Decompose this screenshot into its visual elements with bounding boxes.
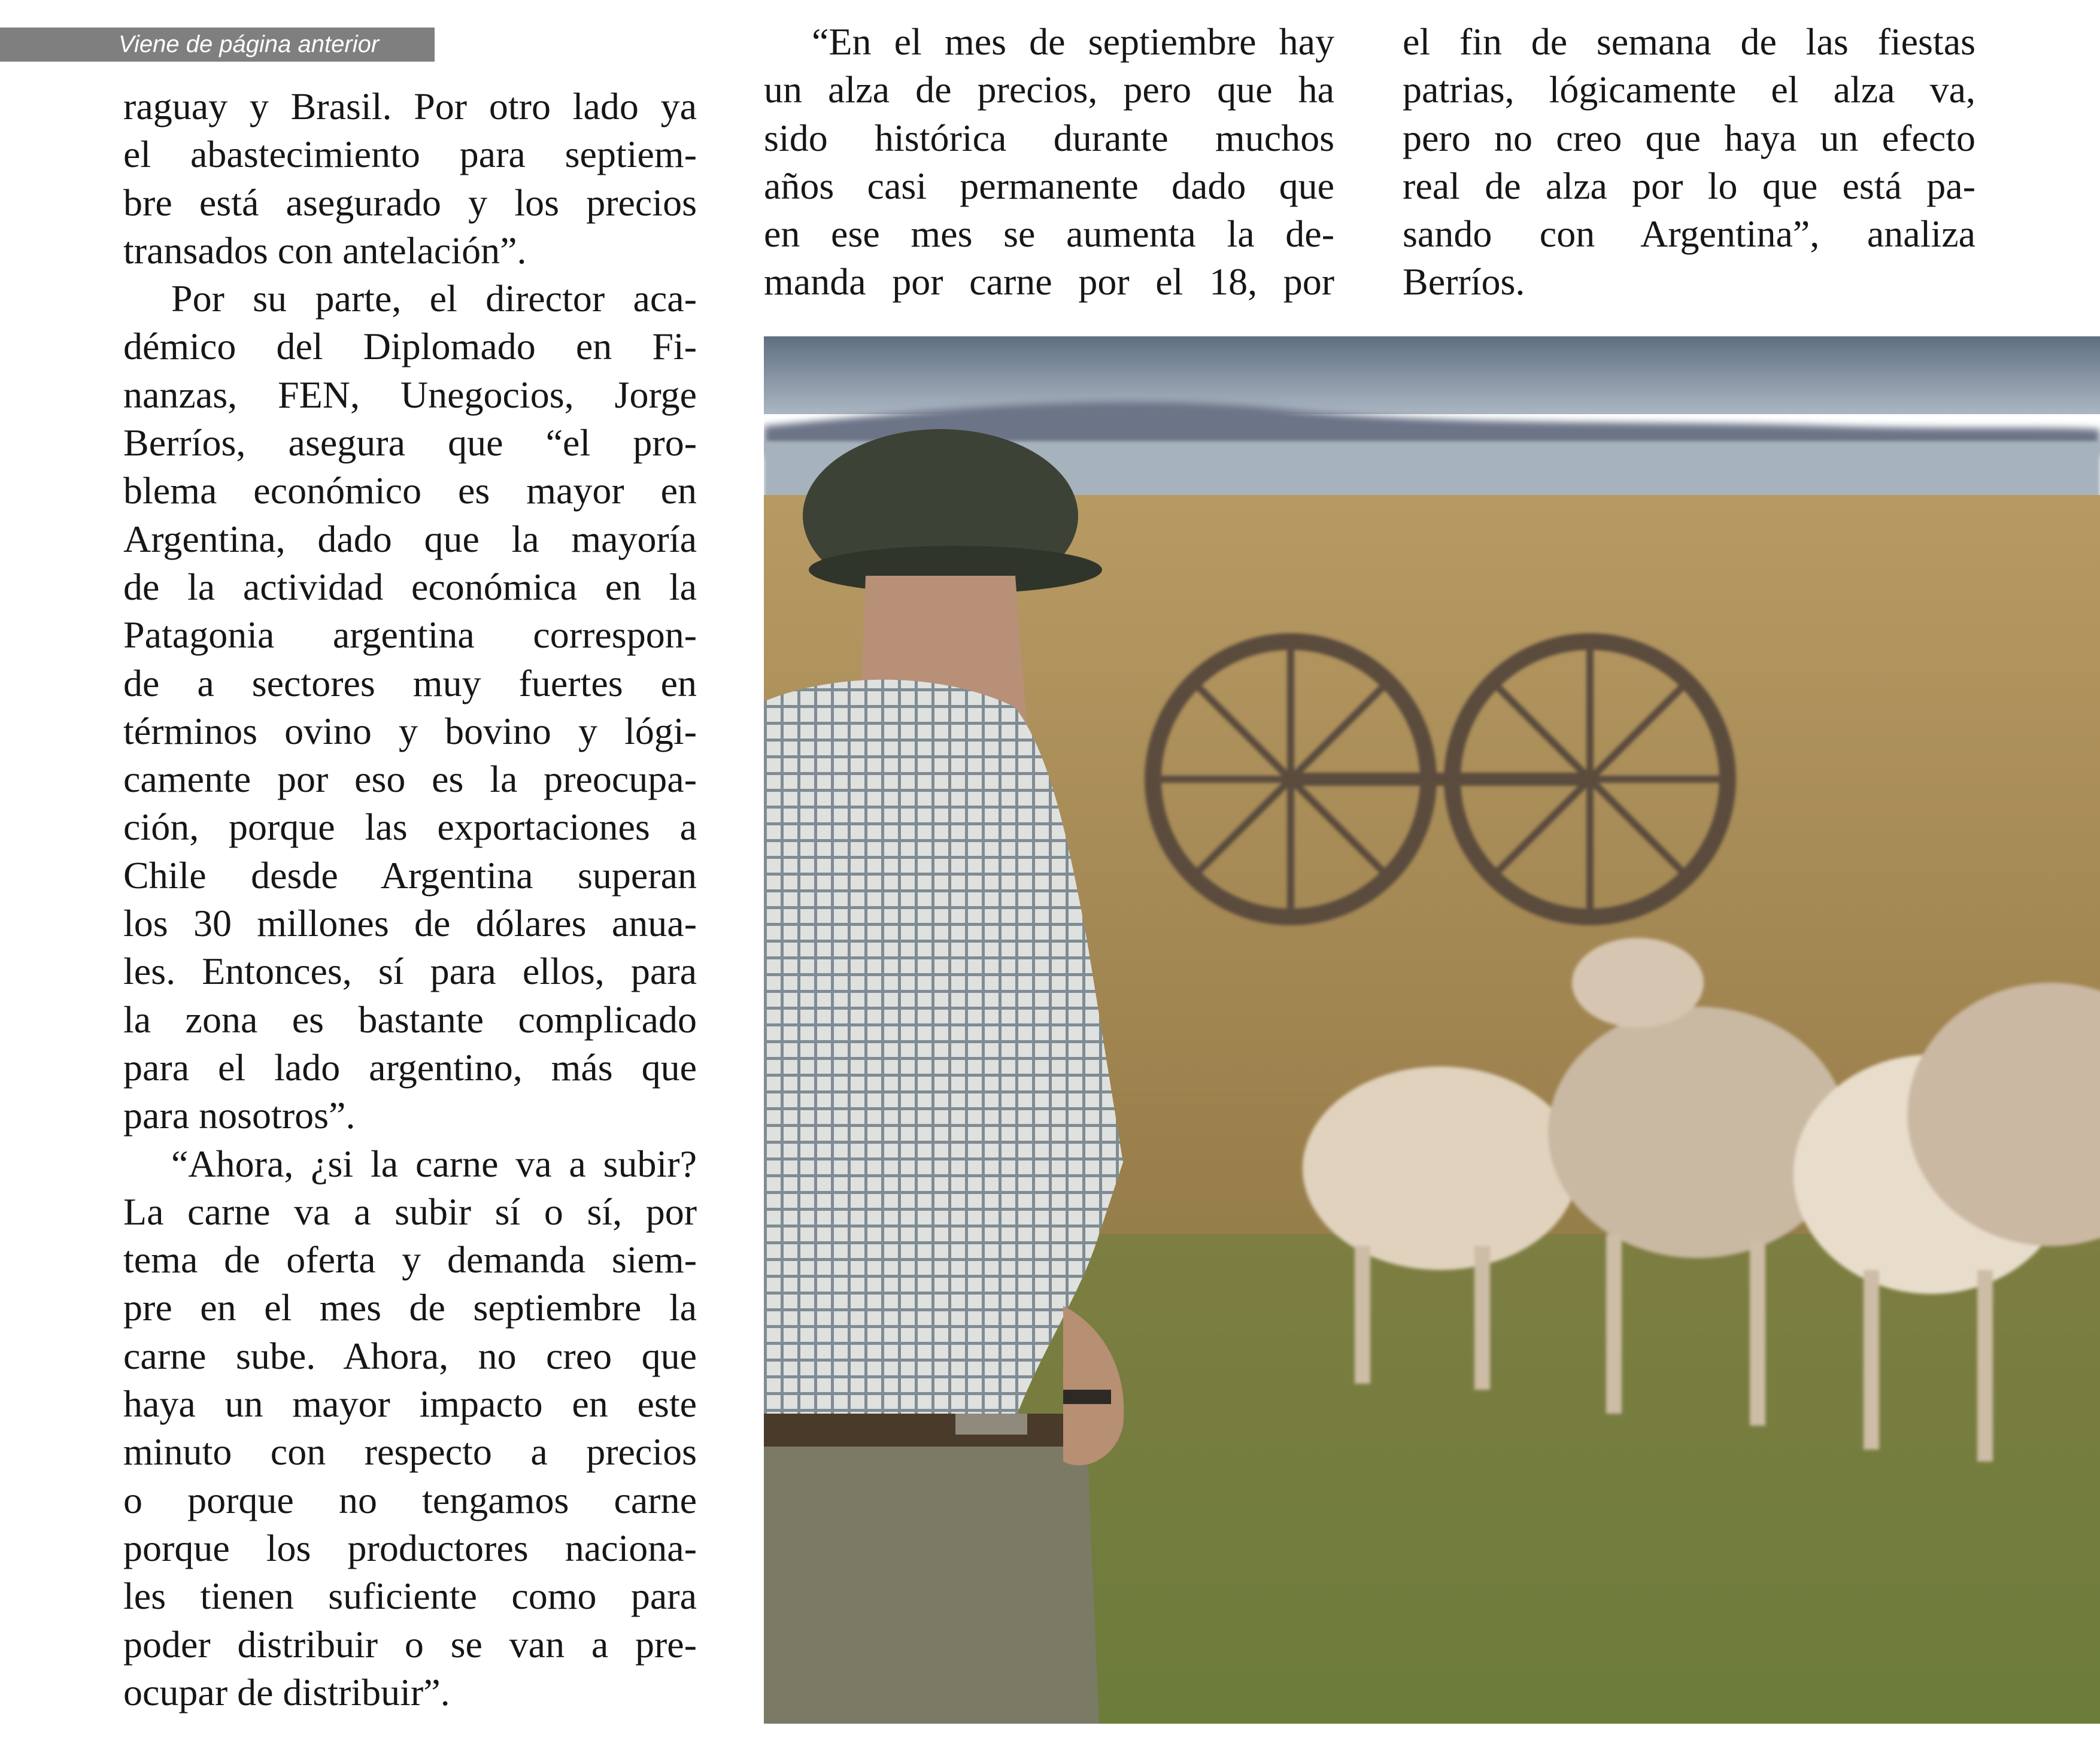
text-line: blema económico es mayor en <box>123 469 697 512</box>
article-column-2 <box>764 18 1334 306</box>
text-line: real de alza por lo que está pa- <box>1403 164 1975 207</box>
text-line: carne sube. Ahora, no creo que <box>123 1334 697 1377</box>
text-line: términos ovino y bovino y lógi- <box>123 709 697 752</box>
text-line: “Ahora, ¿si la carne va a subir? <box>171 1142 697 1185</box>
text-line: patrias, lógicamente el alza va, <box>1403 68 1975 111</box>
text-line: la zona es bastante complicado <box>123 998 697 1041</box>
article-column-3 <box>1403 18 1975 306</box>
text-line: tema de oferta y demanda siem- <box>123 1238 697 1281</box>
text-line: de la actividad económica en la <box>123 565 697 608</box>
text-line: Argentina, dado que la mayoría <box>123 517 697 560</box>
text-line: los 30 millones de dólares anua- <box>123 902 697 945</box>
text-line: sido histórica durante muchos <box>764 116 1334 159</box>
text-line: démico del Diplomado en Fi- <box>123 325 697 368</box>
text-line: el abastecimiento para septiem- <box>123 133 697 176</box>
text-line: para el lado argentino, más que <box>123 1046 697 1089</box>
text-line: ocupar de distribuir”. <box>123 1670 450 1713</box>
article-column-1 <box>123 83 697 1716</box>
photo-gaucho-sheep <box>764 336 2100 1724</box>
text-line: poder distribuir o se van a pre- <box>123 1623 697 1666</box>
text-line: ción, porque las exportaciones a <box>123 806 697 849</box>
continued-from-previous-page-tag: Viene de página anterior <box>0 28 435 62</box>
text-line: bre está asegurado y los precios <box>123 181 697 224</box>
text-line: La carne va a subir sí o sí, por <box>123 1190 697 1233</box>
text-line: haya un mayor impacto en este <box>123 1383 697 1426</box>
text-line: en ese mes se aumenta la de- <box>764 212 1334 256</box>
text-line: les. Entonces, sí para ellos, para <box>123 950 697 993</box>
text-line: Por su parte, el director aca- <box>171 277 697 320</box>
text-line: años casi permanente dado que <box>764 164 1334 207</box>
text-line: sando con Argentina”, analiza <box>1403 212 1975 256</box>
photo-sky <box>764 336 2100 414</box>
text-line: de a sectores muy fuertes en <box>123 661 697 704</box>
text-line: o porque no tengamos carne <box>123 1478 697 1521</box>
text-line: “En el mes de septiembre hay <box>812 20 1334 63</box>
text-line: pero no creo que haya un efecto <box>1403 116 1975 159</box>
text-line: Chile desde Argentina superan <box>123 853 697 897</box>
text-line: Patagonia argentina correspon- <box>123 613 697 657</box>
text-line: manda por carne por el 18, por <box>764 260 1334 303</box>
text-line: para nosotros”. <box>123 1094 356 1137</box>
text-line: minuto con respecto a precios <box>123 1430 697 1473</box>
text-line: transados con antelación”. <box>123 229 527 272</box>
text-line: el fin de semana de las fiestas <box>1403 20 1975 63</box>
text-line: les tienen suficiente como para <box>123 1575 697 1618</box>
text-line: un alza de precios, pero que ha <box>764 68 1334 111</box>
text-line: porque los productores naciona- <box>123 1526 697 1569</box>
text-line: nanzas, FEN, Unegocios, Jorge <box>123 373 697 416</box>
text-line: Berríos, asegura que “el pro- <box>123 421 697 464</box>
text-line: pre en el mes de septiembre la <box>123 1286 697 1329</box>
text-line: raguay y Brasil. Por otro lado ya <box>123 85 697 127</box>
text-line: Berríos. <box>1403 260 1525 303</box>
text-line: camente por eso es la preocupa- <box>123 758 697 801</box>
